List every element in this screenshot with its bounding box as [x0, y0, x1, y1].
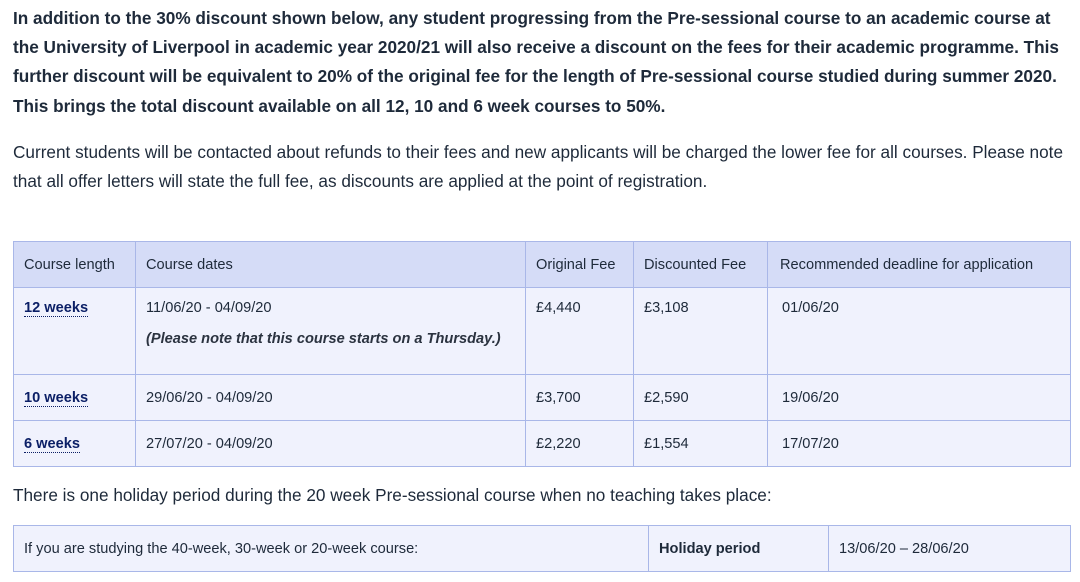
holiday-table [13, 525, 1071, 572]
header-course-length: Course length [14, 242, 136, 288]
course-length-cell [14, 375, 136, 421]
course-link-12-weeks[interactable]: 12 weeks [24, 300, 89, 316]
original-fee-cell: £4,440 [526, 288, 634, 375]
course-dates-cell: 27/07/20 - 04/09/20 [136, 421, 526, 467]
original-fee-cell: £2,220 [526, 421, 634, 467]
holiday-period-label: Holiday period [649, 526, 829, 572]
course-link-6-weeks[interactable]: 6 weeks [24, 435, 80, 452]
course-dates-cell: 29/06/20 - 04/09/20 [136, 375, 526, 421]
course-length-cell [14, 421, 136, 467]
course-dates-cell [136, 288, 526, 375]
holiday-intro-text: There is one holiday period during the 20 week Pre-sessional course when no teaching takes place: [13, 485, 772, 505]
course-fees-table [13, 241, 1071, 467]
discount-notice-paragraph: In addition to the 30% discount shown below, any student progressing from the Pre-sessional course to an academic course at the University of Liverpool in academic year 2020/21 will also receive a discount on the fees for their academic programme. This further discount will be equivalent to 20% of the original fee for the length of Pre-sessional course studied during summer 2020. This brings the total discount available on all 12, 10 and 6 week courses to 50%. [13, 8, 1059, 116]
thursday-start-note: (Please note that this course starts on a Thursday.) [146, 331, 501, 347]
table-row [14, 526, 1071, 572]
header-discounted-fee: Discounted Fee [634, 242, 768, 288]
studying-text-cell: If you are studying the 40-week, 30-week or 20-week course: [14, 526, 649, 572]
discounted-fee-cell: £1,554 [634, 421, 768, 467]
deadline-cell: 01/06/20 [768, 288, 1071, 375]
table-row [14, 421, 1071, 467]
course-link-10-weeks[interactable]: 10 weeks [24, 389, 89, 406]
course-dates: 11/06/20 - 04/09/20 [146, 300, 272, 316]
header-original-fee: Original Fee [526, 242, 634, 288]
holiday-period-dates: 13/06/20 – 28/06/20 [829, 526, 1071, 572]
table-row [14, 288, 1071, 375]
intro-section [13, 0, 1071, 196]
refund-notice-paragraph: Current students will be contacted about refunds to their fees and new applicants will be charged the lower fee for all courses. Please note that all offer letters will state the full fee, as discounts are applied at the point of registration. [13, 141, 1063, 192]
discounted-fee-cell: £3,108 [634, 288, 768, 375]
deadline-cell: 19/06/20 [768, 375, 1071, 421]
table-row [14, 375, 1071, 421]
header-deadline: Recommended deadline for application [768, 242, 1071, 288]
table-header-row [14, 242, 1071, 288]
header-course-dates: Course dates [136, 242, 526, 288]
original-fee-cell: £3,700 [526, 375, 634, 421]
course-length-cell [14, 288, 136, 375]
deadline-cell: 17/07/20 [768, 421, 1071, 467]
discounted-fee-cell: £2,590 [634, 375, 768, 421]
